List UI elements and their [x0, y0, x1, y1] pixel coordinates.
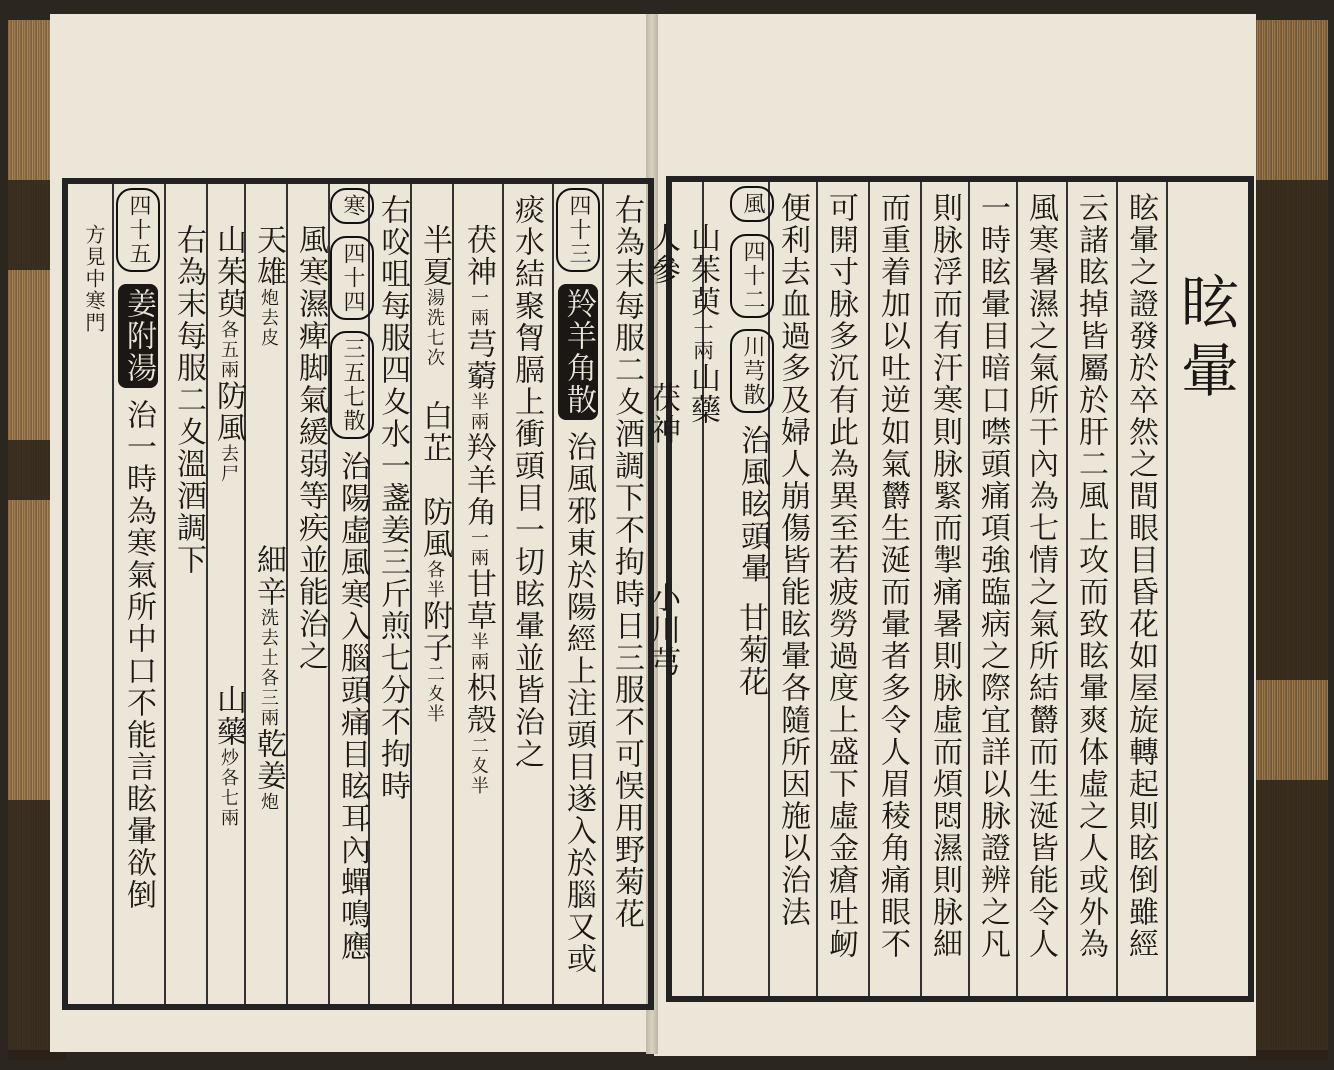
text-column: 一時眩暈目暗口噤頭痛項強臨病之際宜詳以脉證辨之凡 — [975, 192, 1010, 960]
herb-line: 山藥炒各七兩 — [211, 684, 246, 828]
entry-number-marker: 四十三 — [556, 188, 600, 272]
herb-item: 甘菊花 — [733, 602, 768, 698]
herb-line: 天雄炮去皮 — [251, 224, 286, 348]
text-column: 便利去血過多及婦人崩傷皆能眩暈各隨所因施以治法 — [775, 192, 810, 928]
entry-44-header — [330, 188, 374, 963]
entry-43-header — [556, 188, 600, 975]
left-page-frame — [62, 178, 654, 1010]
text-column: 而重着加以吐逆如氣欝生涎而暈者多令人眉稜角痛眼不 — [875, 192, 910, 960]
text-column: 風寒暑濕之氣所干內為七情之氣所結欝而生涎皆能令人 — [1023, 192, 1058, 960]
entry-number-marker: 四十二 — [730, 234, 774, 318]
cross-reference: 方見中寒門 — [82, 224, 106, 334]
formula-name: 姜附湯 — [118, 284, 158, 388]
formula-indication: 治一時為寒氣所中口不能言眩暈欲倒 — [121, 399, 156, 912]
herb-item: 小川芎 — [645, 582, 680, 678]
formula-name: 羚羊角散 — [558, 284, 598, 420]
text-column: 云諸眩掉皆屬於肝二風上攻而致眩暈爽体虛之人或外為 — [1073, 192, 1108, 960]
herb-line: 茯神一兩芎藭半兩羚羊角一兩甘草半兩枳殼二夊半 — [461, 224, 496, 796]
herb-line: 人參 茯神 — [645, 222, 680, 446]
right-page-frame — [645, 176, 1254, 1002]
herb-line: 山茱萸各五兩防風去尸 — [211, 224, 246, 484]
text-column: 右為末每服二夊溫酒調下 — [171, 224, 206, 576]
text-column: 則脉浮而有汗寒則脉緊而掣痛暑則脉虛而煩悶濕則脉細 — [927, 192, 962, 960]
text-column: 可開寸脉多沉有此為異至若疲勞過度上盛下虛金瘡吐衂 — [823, 192, 858, 960]
herb-line: 細辛洗去土各三兩乾姜炮 — [251, 544, 286, 812]
entry-45-header — [116, 188, 160, 911]
formula-indication: 治陽虛風寒入腦頭痛目眩耳內蟬鳴應 — [335, 450, 370, 963]
text-column: 眩暈之證發於卒然之間眼目昏花如屋旋轉起則眩倒雖經 — [1123, 192, 1158, 960]
formula-name: 三五七散 — [330, 331, 374, 439]
category-marker: 寒 — [330, 188, 374, 224]
text-column: 右㕮咀每服四夊水一盞姜三斤煎七分不拘時 — [375, 194, 410, 802]
formula-indication: 治風邪東於陽經上注頭目遂入於腦又或 — [561, 431, 596, 976]
right-page-edges — [1248, 20, 1328, 1050]
formula-indication: 治風眩頭暈 — [735, 424, 770, 585]
entry-42-header — [730, 186, 774, 585]
herb-line: 半夏湯洗七次 白芷 防風各半附子二夊半 — [417, 224, 452, 724]
section-title: 眩暈 — [1171, 272, 1239, 408]
text-column: 右為末每服二夊酒調下不拘時日三服不可悮用野菊花 — [609, 194, 644, 930]
entry-number-marker: 四十五 — [116, 188, 160, 272]
herb-line: 山茱萸一兩山藥 — [685, 222, 720, 426]
text-column: 痰水結聚胷膈上衝頭目一切眩暈並皆治之 — [509, 194, 544, 770]
formula-name: 川芎散 — [730, 329, 774, 413]
category-marker: 風 — [730, 186, 774, 222]
text-column: 風寒濕痺脚氣緩弱等疾並能治之 — [293, 224, 328, 672]
entry-number-marker: 四十四 — [330, 236, 374, 320]
